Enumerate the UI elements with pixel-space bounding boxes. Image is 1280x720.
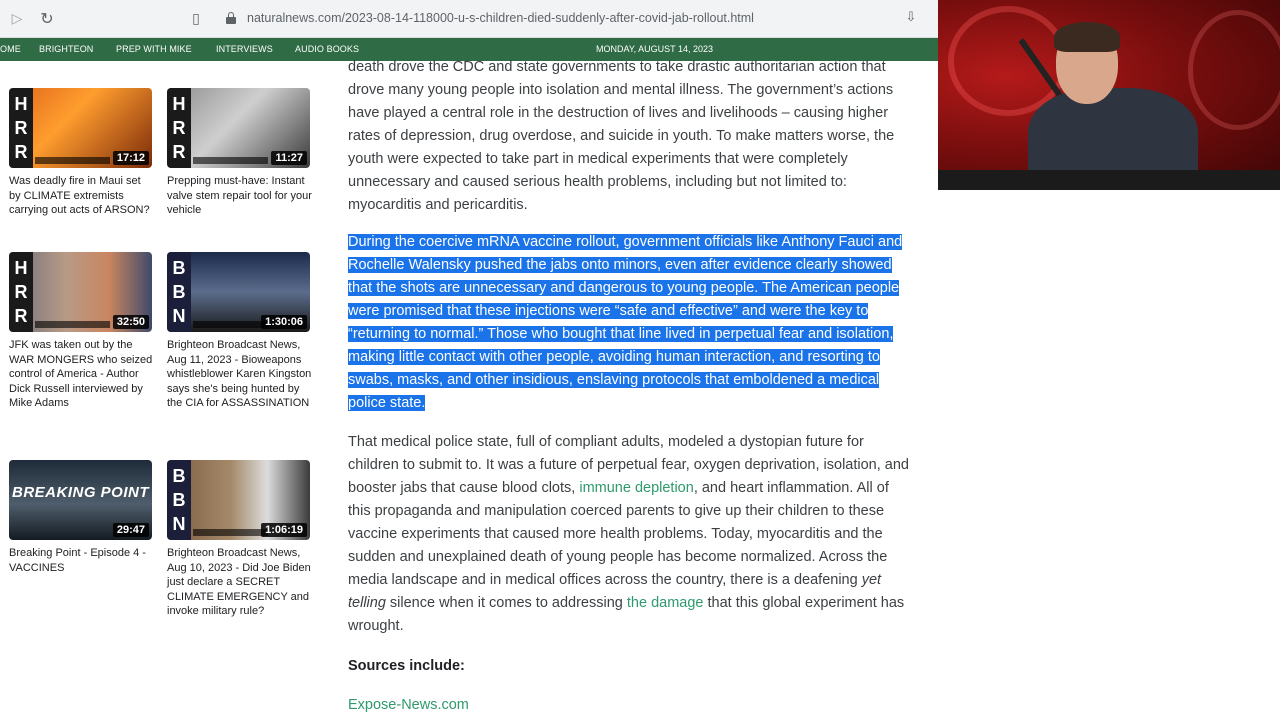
text-line: [348, 592, 968, 615]
studio-desk: [938, 170, 1280, 190]
video-title[interactable]: Breaking Point - Episode 4 - VACCINES: [9, 547, 146, 574]
video-sidebar: [0, 61, 320, 720]
text-line: wrought.: [348, 618, 404, 634]
nav-item-interviews[interactable]: INTERVIEWS: [216, 44, 273, 54]
video-duration: 1:30:06: [261, 315, 307, 329]
channel-badge: H R R: [9, 88, 33, 168]
video-title[interactable]: Was deadly fire in Maui set by CLIMATE extremists carrying out acts of ARSON?: [9, 175, 150, 216]
selected-text-line[interactable]: “returning to normal.” Those who bought that line lived in perpetual fear and isolation,: [348, 326, 894, 342]
video-thumbnail[interactable]: [9, 252, 152, 332]
selected-text-line[interactable]: were promised that these injections were “safe and effective” and were the key to: [348, 303, 869, 319]
text-line: children to submit to. It was a future of perpetual fear, oxygen deprivation, isolation, and: [348, 457, 909, 473]
video-thumbnail[interactable]: [9, 88, 152, 168]
selected-text-line[interactable]: Rochelle Walensky pushed the jabs onto minors, even after evidence clearly showed: [348, 257, 892, 273]
nav-date: MONDAY, AUGUST 14, 2023: [596, 44, 714, 54]
video-duration: 29:47: [113, 523, 149, 537]
text-span: that this global experiment has: [703, 595, 905, 611]
thumbnail-caption: [193, 529, 268, 536]
text-line: vaccine experiments that caused more health problems. Today, myocarditis and the: [348, 526, 883, 542]
channel-badge: B B N: [167, 252, 191, 332]
source-link[interactable]: Expose-News.com: [348, 697, 469, 713]
video-title[interactable]: Brighteon Broadcast News, Aug 10, 2023 - Did Joe Biden just declare a SECRET CLIMATE EMERGENCY and invoke military rule?: [167, 547, 311, 617]
video-duration: 32:50: [113, 315, 149, 329]
video-card[interactable]: [167, 252, 312, 411]
thumbnail-caption: [193, 321, 268, 328]
selected-text-line[interactable]: making little contact with other people, avoiding human interaction, and resorting to: [348, 349, 880, 365]
video-title[interactable]: Brighteon Broadcast News, Aug 11, 2023 - Bioweapons whistleblower Karen Kingston says she's being hunted by the CIA for ASSASSINATION: [167, 339, 312, 409]
immune-depletion-link[interactable]: immune depletion: [579, 480, 694, 496]
channel-badge: H R R: [9, 252, 33, 332]
video-thumbnail[interactable]: [167, 252, 310, 332]
selected-text-line[interactable]: police state.: [348, 395, 426, 411]
studio-decoration: [1188, 10, 1280, 130]
text-span: , and heart inflammation. All of: [693, 480, 889, 496]
selected-text-line[interactable]: During the coercive mRNA vaccine rollout, government officials like Anthony Fauci and: [348, 234, 903, 250]
text-span: media landscape and in medical offices across the country, there is a deafening: [348, 572, 862, 588]
bookmark-icon[interactable]: ▯: [192, 11, 200, 27]
reload-icon[interactable]: ↻: [40, 9, 54, 28]
thumbnail-caption: [193, 157, 268, 164]
channel-badge: H R R: [167, 88, 191, 168]
emphasis-text: yet: [861, 572, 882, 588]
video-duration: 11:27: [271, 151, 307, 165]
selected-text-line[interactable]: that the shots are unnecessary and dangerous to young people. The American people: [348, 280, 900, 296]
video-thumbnail[interactable]: [167, 88, 310, 168]
video-card[interactable]: [167, 88, 312, 218]
video-title[interactable]: Prepping must-have: Instant valve stem repair tool for your vehicle: [167, 175, 312, 216]
article-paragraph: [348, 56, 948, 217]
text-line: unnecessary and caused serious health problems, including but not limited to:: [348, 174, 847, 190]
text-line: drove many young people into isolation and mental illness. The government’s actions: [348, 82, 894, 98]
arrow-right-icon[interactable]: ▷: [11, 11, 23, 27]
nav-item-prep-with-mike[interactable]: PREP WITH MIKE: [116, 44, 192, 54]
nav-item-audio-books[interactable]: AUDIO BOOKS: [295, 44, 360, 54]
text-line: That medical police state, full of compliant adults, modeled a dystopian future for: [348, 434, 864, 450]
install-app-icon[interactable]: ⇩: [905, 10, 917, 25]
text-line: [348, 477, 968, 500]
video-duration: 1:06:19: [261, 523, 307, 537]
sources-heading: Sources include:: [348, 658, 465, 674]
video-title[interactable]: JFK was taken out by the WAR MONGERS who seized control of America - Author Dick Russell interviewed by Mike Adams: [9, 339, 153, 409]
text-line: this propaganda and manipulation coerced parents to give up their children to these: [348, 503, 885, 519]
video-duration: 17:12: [113, 151, 149, 165]
video-card[interactable]: [9, 88, 154, 218]
video-thumbnail[interactable]: [9, 460, 152, 540]
thumbnail-caption: [35, 157, 110, 164]
nav-item-home[interactable]: OME: [0, 44, 21, 54]
emphasis-text: telling: [348, 595, 386, 611]
text-line: rates of depression, drug overdose, and suicide in youth. To make matters worse, the: [348, 128, 895, 144]
selected-text-line[interactable]: swabs, masks, and other insidious, enslaving protocols that emboldened a medical: [348, 372, 880, 388]
text-line: [348, 569, 968, 592]
video-card[interactable]: [167, 460, 312, 619]
video-thumbnail[interactable]: [167, 460, 310, 540]
thumbnail-overlay-text: BREAKING POINT: [11, 484, 149, 501]
presenter-hair: [1054, 22, 1120, 52]
text-line: sudden and unexplained death of young people has become normalized. Across the: [348, 549, 888, 565]
text-span: silence when it comes to addressing: [385, 595, 627, 611]
nav-item-brighteon[interactable]: BRIGHTEON: [39, 44, 94, 54]
video-card[interactable]: [9, 252, 154, 411]
address-bar[interactable]: naturalnews.com/2023-08-14-118000-u-s-children-died-suddenly-after-covid-jab-rollout.html: [247, 11, 754, 25]
video-card[interactable]: [9, 460, 154, 575]
text-line: death drove the CDC and state governments to take drastic authoritarian action that: [348, 59, 886, 75]
article-paragraph: [348, 431, 968, 638]
lock-icon[interactable]: [226, 12, 236, 24]
selected-paragraph[interactable]: [348, 231, 968, 415]
text-line: youth were expected to take part in medical experiments that were completely: [348, 151, 848, 167]
thumbnail-caption: [35, 321, 110, 328]
text-line: myocarditis and pericarditis.: [348, 197, 528, 213]
text-span: booster jabs that cause blood clots,: [348, 480, 580, 496]
text-line: have played a central role in the destruction of lives and livelihoods – causing higher: [348, 105, 889, 121]
the-damage-link[interactable]: the damage: [626, 595, 704, 611]
webcam-overlay: [938, 0, 1280, 190]
channel-badge: B B N: [167, 460, 191, 540]
